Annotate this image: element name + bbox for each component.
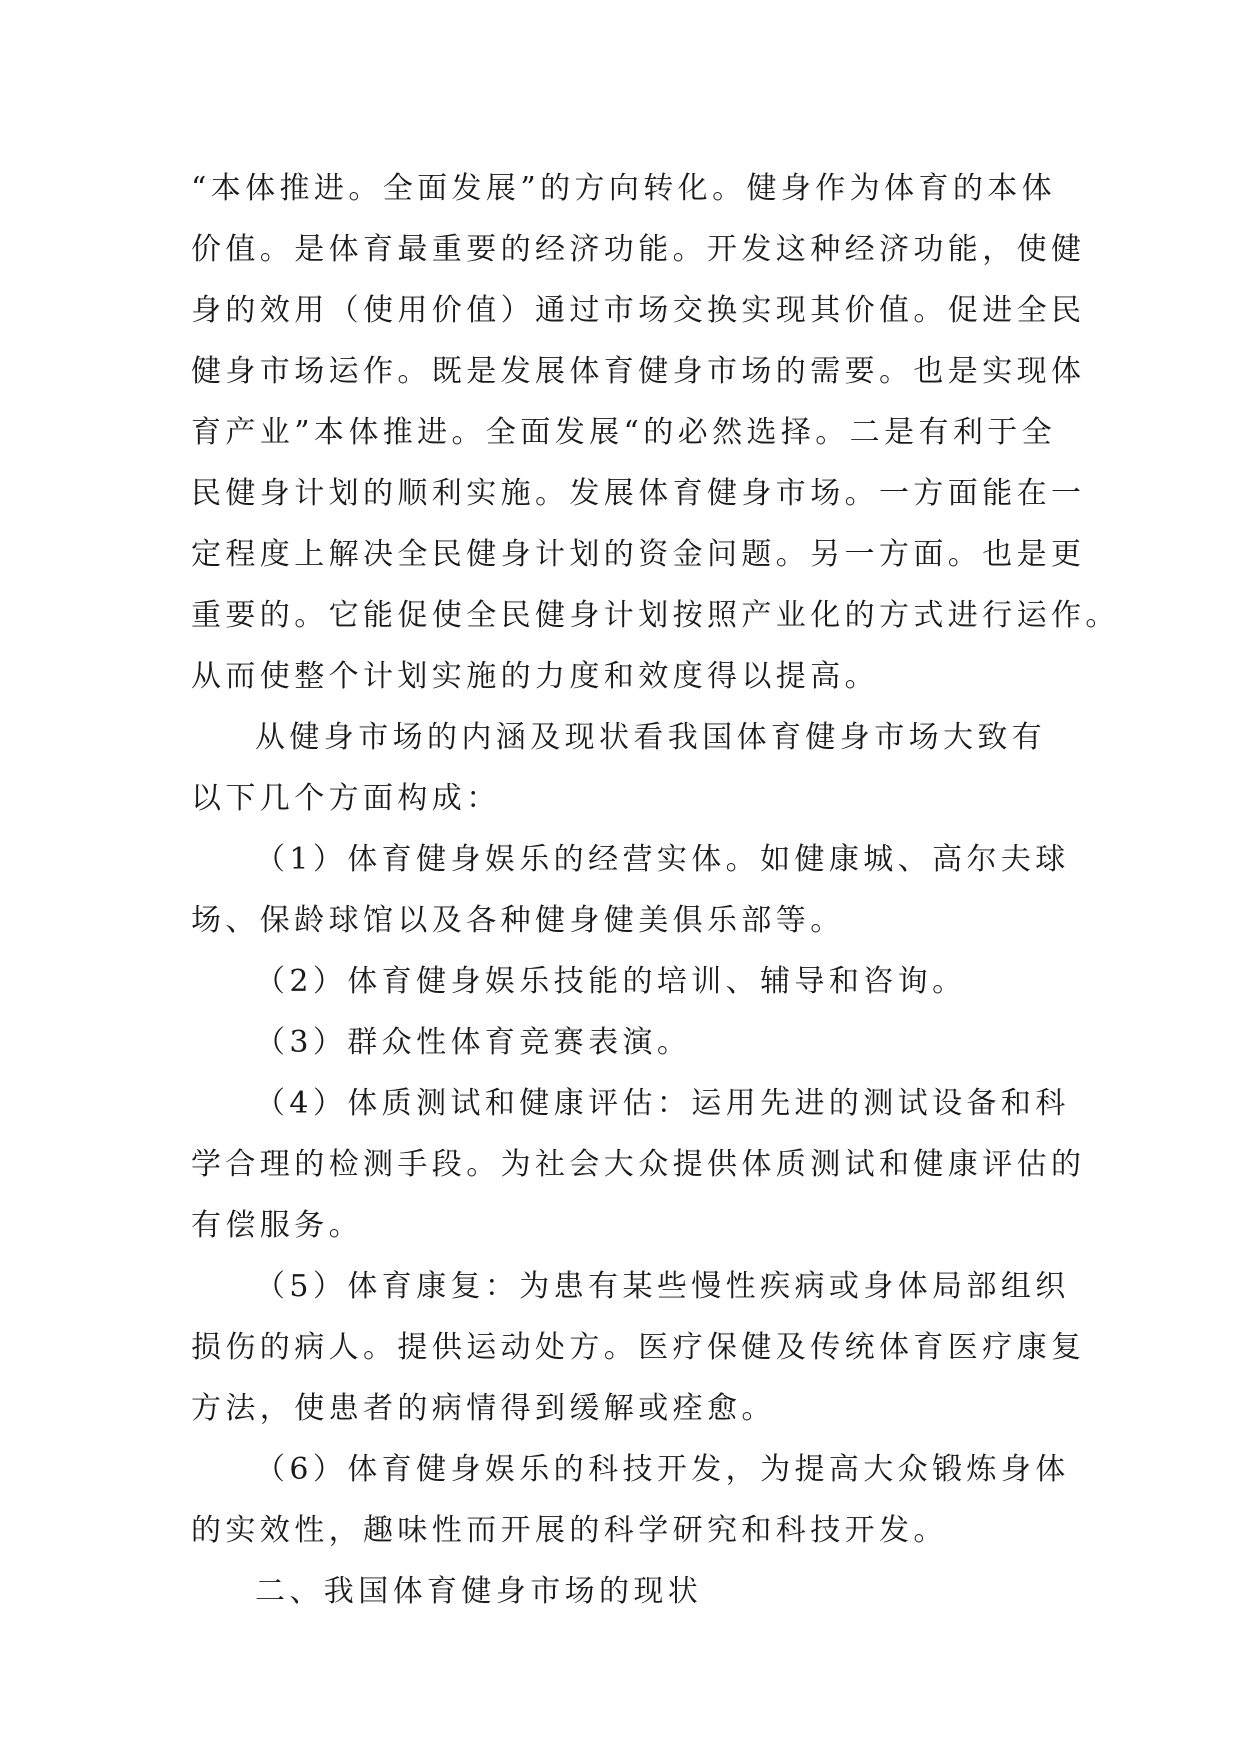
text-line: 定程度上解决全民健身计划的资金问题。另一方面。也是更 (191, 537, 1086, 572)
list-item-6-start: （6）体育健身娱乐的科技开发，为提高大众锻炼身体 (255, 1452, 1070, 1487)
text-line: 场、保龄球馆以及各种健身健美俱乐部等。 (191, 903, 845, 938)
text-line: 方法，使患者的病情得到缓解或痊愈。 (191, 1391, 776, 1426)
text-line: 价值。是体育最重要的经济功能。开发这种经济功能，使健 (191, 232, 1086, 267)
text-line: 的实效性，趣味性而开展的科学研究和科技开发。 (191, 1513, 948, 1548)
text-line: 民健身计划的顺利实施。发展体育健身市场。一方面能在一 (191, 476, 1086, 511)
list-item-5-start: （5）体育康复：为患有某些慢性疾病或身体局部组织 (255, 1269, 1070, 1304)
list-item-2: （2）体育健身娱乐技能的培训、辅导和咨询。 (255, 964, 967, 999)
paragraph-start-line: 从健身市场的内涵及现状看我国体育健身市场大致有 (255, 720, 1047, 755)
section-heading: 二、我国体育健身市场的现状 (255, 1574, 703, 1609)
text-line: 以下几个方面构成： (191, 781, 501, 816)
list-item-1-start: （1）体育健身娱乐的经营实体。如健康城、高尔夫球 (255, 842, 1070, 877)
text-line: 学合理的检测手段。为社会大众提供体质测试和健康评估的 (191, 1147, 1086, 1182)
list-item-4-start: （4）体质测试和健康评估：运用先进的测试设备和科 (255, 1086, 1070, 1121)
text-line: 有偿服务。 (191, 1208, 363, 1243)
list-item-3: （3）群众性体育竞赛表演。 (255, 1025, 692, 1060)
document-body (191, 158, 1120, 1622)
text-line: 损伤的病人。提供运动处方。医疗保健及传统体育医疗康复 (191, 1330, 1086, 1365)
text-line: 身的效用（使用价值）通过市场交换实现其价值。促进全民 (191, 293, 1086, 328)
text-line: “本体推进。全面发展”的方向转化。健身作为体育的本体 (191, 171, 1057, 206)
text-line: 健身市场运作。既是发展体育健身市场的需要。也是实现体 (191, 354, 1086, 389)
text-line: 重要的。它能促使全民健身计划按照产业化的方式进行运作。 (191, 598, 1120, 633)
text-line: 育产业”本体推进。全面发展“的必然选择。二是有利于全 (191, 415, 1057, 450)
text-line: 从而使整个计划实施的力度和效度得以提高。 (191, 659, 879, 694)
